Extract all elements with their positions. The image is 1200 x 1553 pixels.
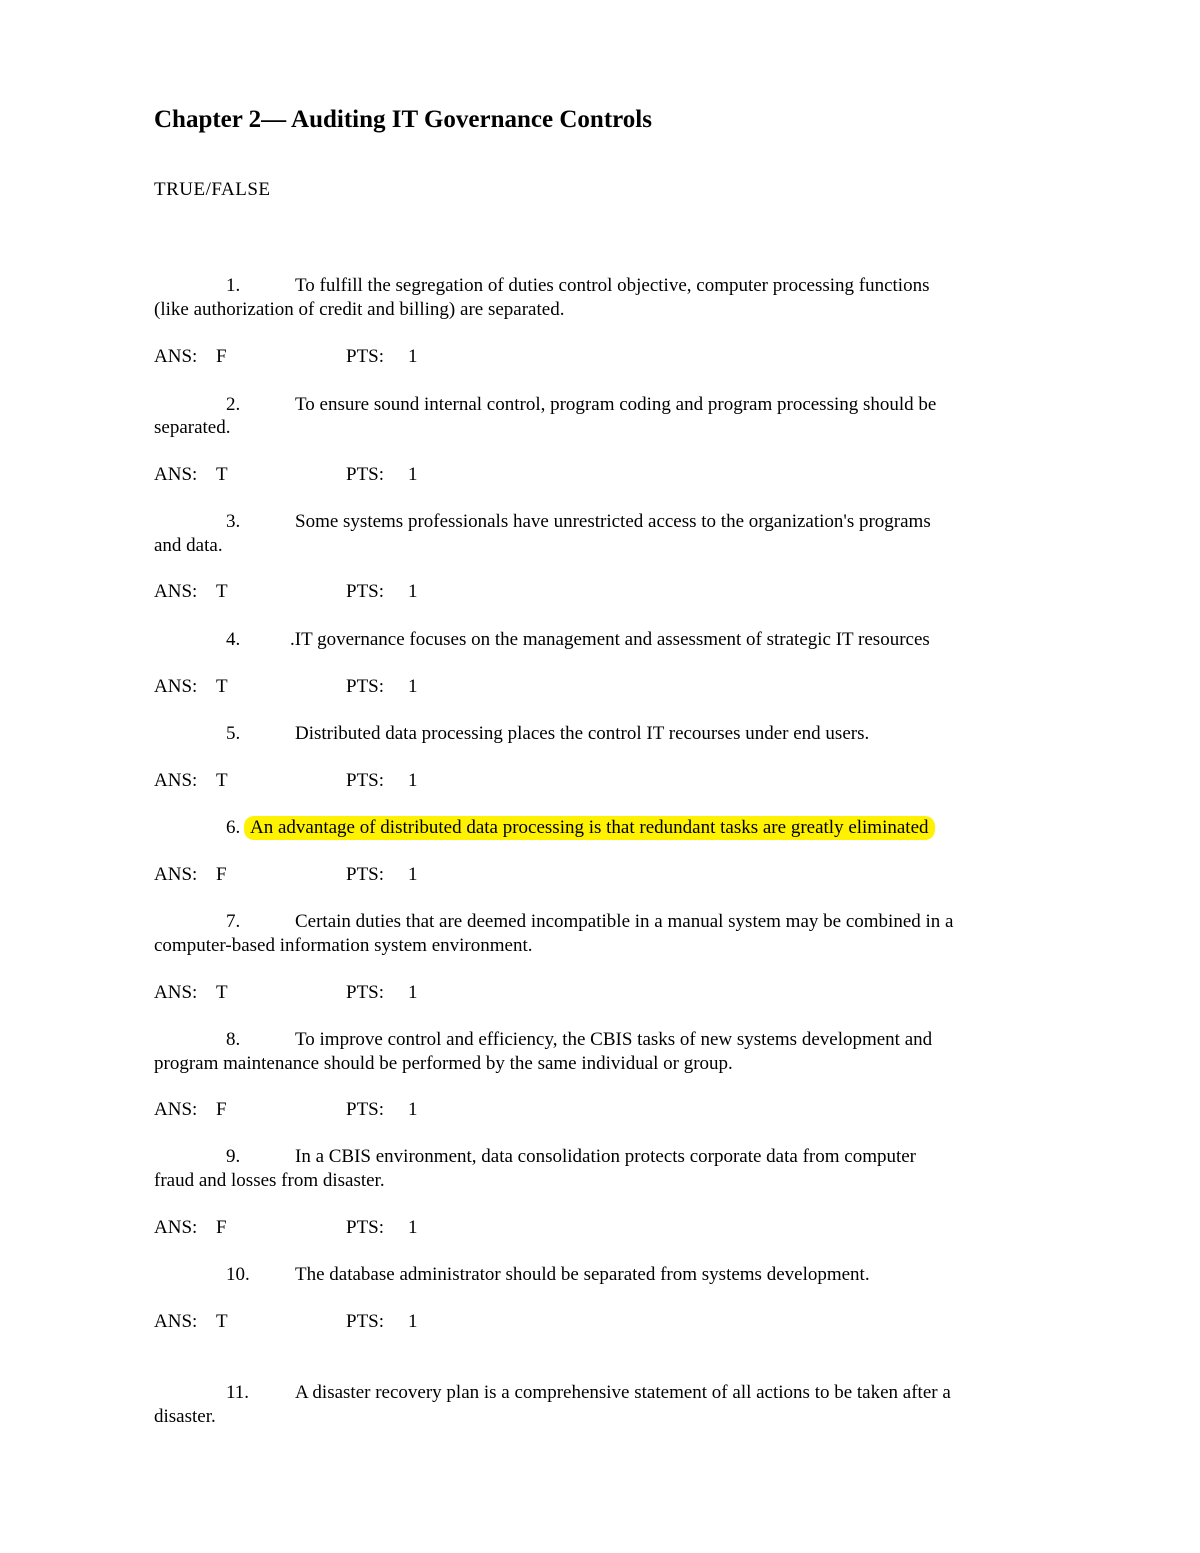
question-text: To improve control and efficiency, the CBIS tasks of new systems development and: [295, 1029, 933, 1050]
question-text: To fulfill the segregation of duties control objective, computer processing functions: [295, 275, 930, 296]
ans-label: ANS:: [154, 770, 198, 791]
question-text: Certain duties that are deemed incompatible in a manual system may be combined in a: [295, 911, 954, 932]
question-text-continued: program maintenance should be performed by the same individual or group.: [154, 1053, 733, 1074]
question-number: 5.: [226, 723, 241, 744]
ans-value: F: [216, 1217, 227, 1238]
ans-value: T: [216, 676, 228, 697]
answer-row: [0, 1216, 1200, 1240]
question-text-continued: (like authorization of credit and billing) are separated.: [154, 299, 565, 320]
answer-row: [0, 1098, 1200, 1122]
question-5-line: [0, 722, 1200, 746]
answer-row: [0, 1310, 1200, 1334]
question-text: In a CBIS environment, data consolidation protects corporate data from computer: [295, 1146, 917, 1167]
pts-label: PTS:: [346, 1099, 385, 1120]
answer-row: [0, 981, 1200, 1005]
ans-label: ANS:: [154, 864, 198, 885]
question-text: The database administrator should be separated from systems development.: [295, 1264, 870, 1285]
question-text: Distributed data processing places the control IT recourses under end users.: [295, 723, 870, 744]
question-number: 7.: [226, 911, 241, 932]
pts-value: 1: [408, 770, 418, 791]
question-number: 11.: [226, 1382, 250, 1403]
question-8-line: [0, 1028, 1200, 1052]
pts-value: 1: [408, 1099, 418, 1120]
question-number: 3.: [226, 511, 241, 532]
pts-label: PTS:: [346, 676, 385, 697]
question-text: .IT governance focuses on the management and assessment of strategic IT resources: [290, 629, 930, 650]
ans-value: T: [216, 464, 228, 485]
question-text-continued: fraud and losses from disaster.: [154, 1170, 385, 1191]
question-number: 6.: [226, 817, 241, 838]
pts-label: PTS:: [346, 1311, 385, 1332]
question-text-continued: separated.: [154, 417, 231, 438]
question-text-continued: disaster.: [154, 1406, 216, 1427]
question-number: 1.: [226, 275, 241, 296]
ans-label: ANS:: [154, 464, 198, 485]
pts-label: PTS:: [346, 1217, 385, 1238]
question-3-line: [0, 510, 1200, 534]
question-number: 8.: [226, 1029, 241, 1050]
question-text-continued: and data.: [154, 535, 223, 556]
pts-label: PTS:: [346, 464, 385, 485]
ans-value: F: [216, 346, 227, 367]
answer-row: [0, 863, 1200, 887]
answer-row: [0, 345, 1200, 369]
question-text: A disaster recovery plan is a comprehensive statement of all actions to be taken after a: [295, 1382, 951, 1403]
pts-value: 1: [408, 982, 418, 1003]
question-11-line: [0, 1381, 1200, 1405]
answer-row: [0, 675, 1200, 699]
question-9-line: [0, 1145, 1200, 1169]
pts-label: PTS:: [346, 864, 385, 885]
ans-value: F: [216, 864, 227, 885]
ans-value: T: [216, 982, 228, 1003]
ans-label: ANS:: [154, 1311, 198, 1332]
ans-label: ANS:: [154, 346, 198, 367]
question-10-line: [0, 1263, 1200, 1287]
pts-label: PTS:: [346, 581, 385, 602]
ans-value: T: [216, 1311, 228, 1332]
ans-value: T: [216, 581, 228, 602]
ans-label: ANS:: [154, 1217, 198, 1238]
answer-row: [0, 463, 1200, 487]
chapter-title: Chapter 2— Auditing IT Governance Controls: [154, 106, 652, 133]
question-1-line: [0, 274, 1200, 298]
pts-value: 1: [408, 1217, 418, 1238]
question-number: 10.: [226, 1264, 250, 1285]
highlighted-question-text: An advantage of distributed data processing is that redundant tasks are greatly eliminated: [244, 816, 935, 840]
ans-value: F: [216, 1099, 227, 1120]
answer-row: [0, 580, 1200, 604]
pts-value: 1: [408, 581, 418, 602]
pts-value: 1: [408, 346, 418, 367]
ans-value: T: [216, 770, 228, 791]
pts-value: 1: [408, 464, 418, 485]
ans-label: ANS:: [154, 581, 198, 602]
ans-label: ANS:: [154, 1099, 198, 1120]
pts-label: PTS:: [346, 346, 385, 367]
section-heading: TRUE/FALSE: [154, 179, 271, 200]
question-number: 9.: [226, 1146, 241, 1167]
answer-row: [0, 769, 1200, 793]
pts-label: PTS:: [346, 770, 385, 791]
question-number: 4.: [226, 629, 241, 650]
question-7-line: [0, 910, 1200, 934]
question-text-continued: computer-based information system environment.: [154, 935, 533, 956]
pts-label: PTS:: [346, 982, 385, 1003]
question-text: Some systems professionals have unrestricted access to the organization's programs: [295, 511, 931, 532]
ans-label: ANS:: [154, 982, 198, 1003]
ans-label: ANS:: [154, 676, 198, 697]
question-number: 2.: [226, 394, 241, 415]
question-4-line: [0, 628, 1200, 652]
pts-value: 1: [408, 1311, 418, 1332]
question-6-line: [0, 816, 1200, 840]
pts-value: 1: [408, 864, 418, 885]
question-2-line: [0, 393, 1200, 417]
pts-value: 1: [408, 676, 418, 697]
question-text: To ensure sound internal control, program coding and program processing should be: [295, 394, 937, 415]
